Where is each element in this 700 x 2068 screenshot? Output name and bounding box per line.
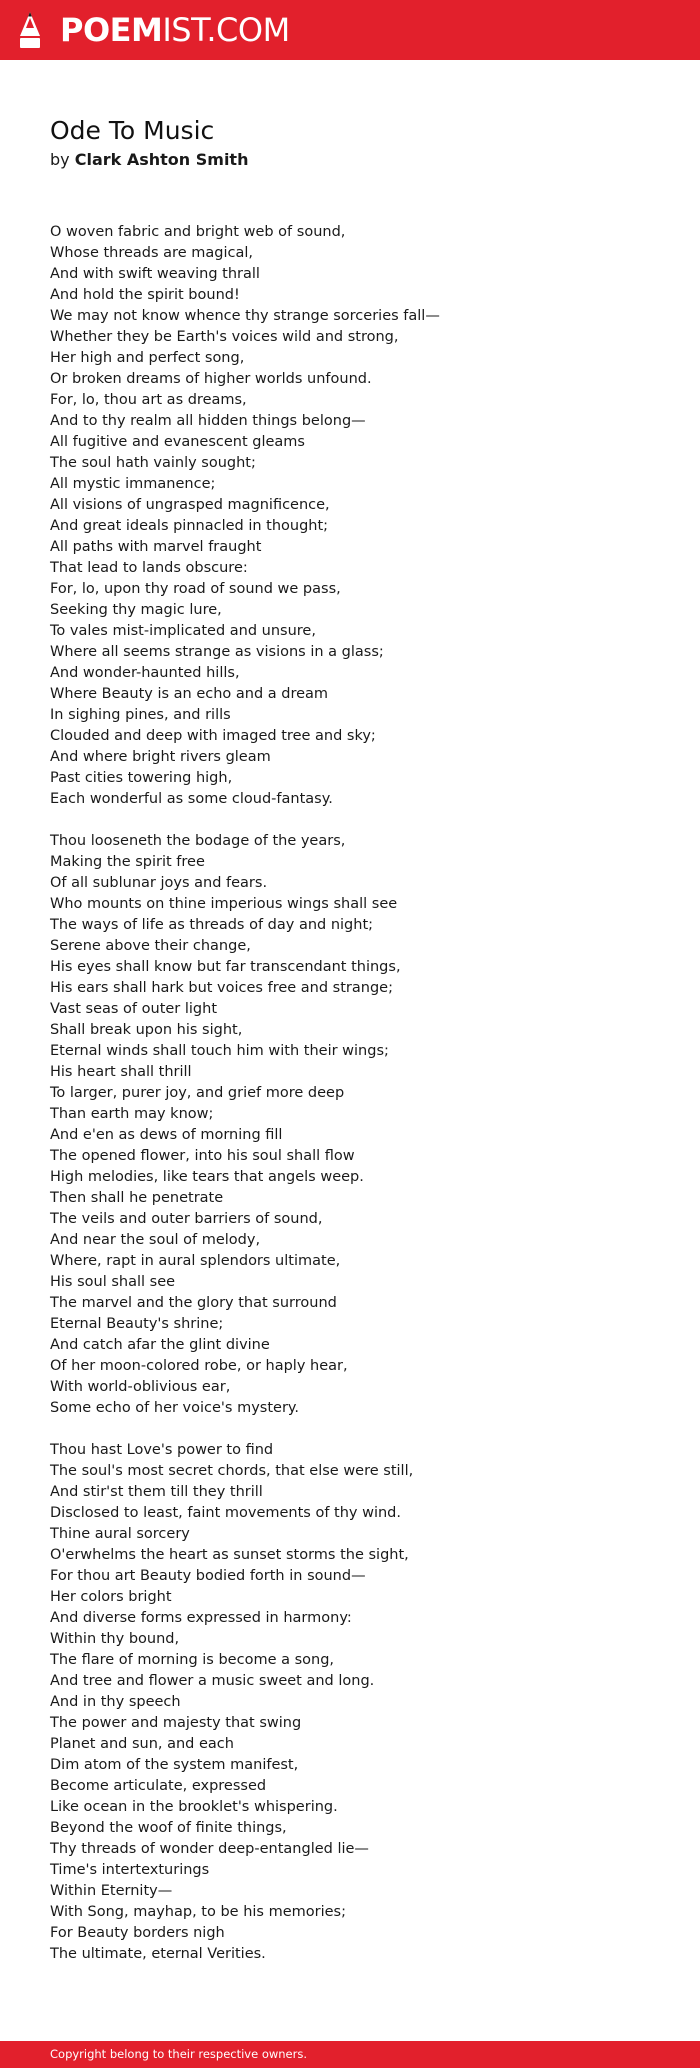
- poem-line: O'erwhelms the heart as sunset storms the sight,: [50, 1547, 409, 1563]
- site-header: [0, 0, 700, 60]
- poem-line: All visions of ungrasped magnificence,: [50, 497, 330, 513]
- site-logo-link[interactable]: [18, 10, 290, 50]
- poem-stanza: [50, 831, 670, 1419]
- poem-line: And near the soul of melody,: [50, 1232, 261, 1248]
- copyright-text: Copyright belong to their respective owners.: [50, 2047, 308, 2061]
- poem-line: Than earth may know;: [50, 1106, 214, 1122]
- poem-line: All fugitive and evanescent gleams: [50, 434, 305, 450]
- poem-line: Past cities towering high,: [50, 770, 233, 786]
- poem-line: And great ideals pinnacled in thought;: [50, 518, 329, 534]
- poem-line: Eternal winds shall touch him with their wings;: [50, 1043, 389, 1059]
- poem-line: Thine aural sorcery: [50, 1526, 190, 1542]
- poem-line: For Beauty borders nigh: [50, 1925, 225, 1941]
- poem-line: Her colors bright: [50, 1589, 172, 1605]
- poem-title: Ode To Music: [50, 116, 215, 145]
- site-logo-text: [60, 11, 290, 49]
- logo-text-strong: POEM: [60, 11, 163, 49]
- poem-line: Her high and perfect song,: [50, 350, 245, 366]
- poem-line: The ways of life as threads of day and night;: [50, 917, 374, 933]
- poem-line: Of all sublunar joys and fears.: [50, 875, 268, 891]
- poem-line: That lead to lands obscure:: [50, 560, 248, 576]
- poem-line: With world-oblivious ear,: [50, 1379, 231, 1395]
- poem-line: Who mounts on thine imperious wings shall see: [50, 896, 398, 912]
- poem-line: And e'en as dews of morning fill: [50, 1127, 283, 1143]
- poem-line: His ears shall hark but voices free and strange;: [50, 980, 393, 996]
- poem-stanza: [50, 222, 670, 810]
- poem-line: Planet and sun, and each: [50, 1736, 234, 1752]
- poem-line: His eyes shall know but far transcendant things,: [50, 959, 401, 975]
- poem-stanza: [50, 1440, 670, 1965]
- poem-line: And in thy speech: [50, 1694, 181, 1710]
- poem-line: O woven fabric and bright web of sound,: [50, 224, 346, 240]
- poem-line: And where bright rivers gleam: [50, 749, 271, 765]
- poem-line: Beyond the woof of finite things,: [50, 1820, 287, 1836]
- poem-content: [50, 114, 670, 1986]
- poem-byline: [50, 149, 670, 171]
- poem-line: The flare of morning is become a song,: [50, 1652, 335, 1668]
- poem-line: Like ocean in the brooklet's whispering.: [50, 1799, 338, 1815]
- poem-line: And diverse forms expressed in harmony:: [50, 1610, 352, 1626]
- poem-line: For, lo, upon thy road of sound we pass,: [50, 581, 341, 597]
- logo-text-light: IST.COM: [162, 11, 290, 49]
- poem-line: The ultimate, eternal Verities.: [50, 1946, 266, 1962]
- poem-line: The veils and outer barriers of sound,: [50, 1211, 323, 1227]
- poem-line: His soul shall see: [50, 1274, 176, 1290]
- poem-line: And wonder-haunted hills,: [50, 665, 240, 681]
- poem-line: Making the spirit free: [50, 854, 205, 870]
- poem-line: The soul hath vainly sought;: [50, 455, 256, 471]
- poem-line: To larger, purer joy, and grief more deep: [50, 1085, 345, 1101]
- site-footer: [0, 2041, 700, 2068]
- poem-line: With Song, mayhap, to be his memories;: [50, 1904, 346, 1920]
- poem-line: Where all seems strange as visions in a glass;: [50, 644, 384, 660]
- pencil-icon: [18, 10, 42, 50]
- poem-line: The soul's most secret chords, that else were still,: [50, 1463, 414, 1479]
- poem-line: We may not know whence thy strange sorceries fall—: [50, 308, 440, 324]
- poem-body: [50, 222, 670, 1965]
- poem-line: Eternal Beauty's shrine;: [50, 1316, 224, 1332]
- poem-line: Of her moon-colored robe, or haply hear,: [50, 1358, 348, 1374]
- poem-line: Some echo of her voice's mystery.: [50, 1400, 300, 1416]
- poem-line: The opened flower, into his soul shall flow: [50, 1148, 355, 1164]
- poem-line: Whose threads are magical,: [50, 245, 253, 261]
- poem-line: And to thy realm all hidden things belong—: [50, 413, 366, 429]
- poem-line: All paths with marvel fraught: [50, 539, 262, 555]
- poem-line: All mystic immanence;: [50, 476, 216, 492]
- poem-line: And tree and flower a music sweet and long.: [50, 1673, 375, 1689]
- poem-line: Time's intertexturings: [50, 1862, 210, 1878]
- poem-line: Within thy bound,: [50, 1631, 180, 1647]
- poem-line: Clouded and deep with imaged tree and sky;: [50, 728, 376, 744]
- poem-line: Whether they be Earth's voices wild and strong,: [50, 329, 399, 345]
- poem-line: And with swift weaving thrall: [50, 266, 260, 282]
- poem-line: Serene above their change,: [50, 938, 251, 954]
- poem-line: For, lo, thou art as dreams,: [50, 392, 247, 408]
- poem-line: Thou looseneth the bodage of the years,: [50, 833, 346, 849]
- poem-line: Within Eternity—: [50, 1883, 173, 1899]
- by-label: by: [50, 150, 70, 169]
- poem-line: Or broken dreams of higher worlds unfound.: [50, 371, 372, 387]
- poem-line: Dim atom of the system manifest,: [50, 1757, 299, 1773]
- poem-line: Vast seas of outer light: [50, 1001, 218, 1017]
- poem-line: Then shall he penetrate: [50, 1190, 224, 1206]
- poem-line: Seeking thy magic lure,: [50, 602, 222, 618]
- poem-line: The power and majesty that swing: [50, 1715, 302, 1731]
- poem-line: Thy threads of wonder deep-entangled lie—: [50, 1841, 369, 1857]
- poem-line: To vales mist-implicated and unsure,: [50, 623, 316, 639]
- poem-line: And catch afar the glint divine: [50, 1337, 270, 1353]
- poem-line: Disclosed to least, faint movements of thy wind.: [50, 1505, 401, 1521]
- poem-line: For thou art Beauty bodied forth in sound—: [50, 1568, 366, 1584]
- poem-line: Shall break upon his sight,: [50, 1022, 243, 1038]
- poem-line: And hold the spirit bound!: [50, 287, 240, 303]
- poem-line: Become articulate, expressed: [50, 1778, 267, 1794]
- author-name[interactable]: Clark Ashton Smith: [74, 150, 249, 169]
- poem-line: Where, rapt in aural splendors ultimate,: [50, 1253, 341, 1269]
- poem-line: Thou hast Love's power to find: [50, 1442, 274, 1458]
- poem-line: In sighing pines, and rills: [50, 707, 231, 723]
- poem-line: And stir'st them till they thrill: [50, 1484, 263, 1500]
- poem-line: Where Beauty is an echo and a dream: [50, 686, 329, 702]
- poem-line: Each wonderful as some cloud-fantasy.: [50, 791, 333, 807]
- poem-line: High melodies, like tears that angels weep.: [50, 1169, 364, 1185]
- poem-line: The marvel and the glory that surround: [50, 1295, 337, 1311]
- poem-line: His heart shall thrill: [50, 1064, 192, 1080]
